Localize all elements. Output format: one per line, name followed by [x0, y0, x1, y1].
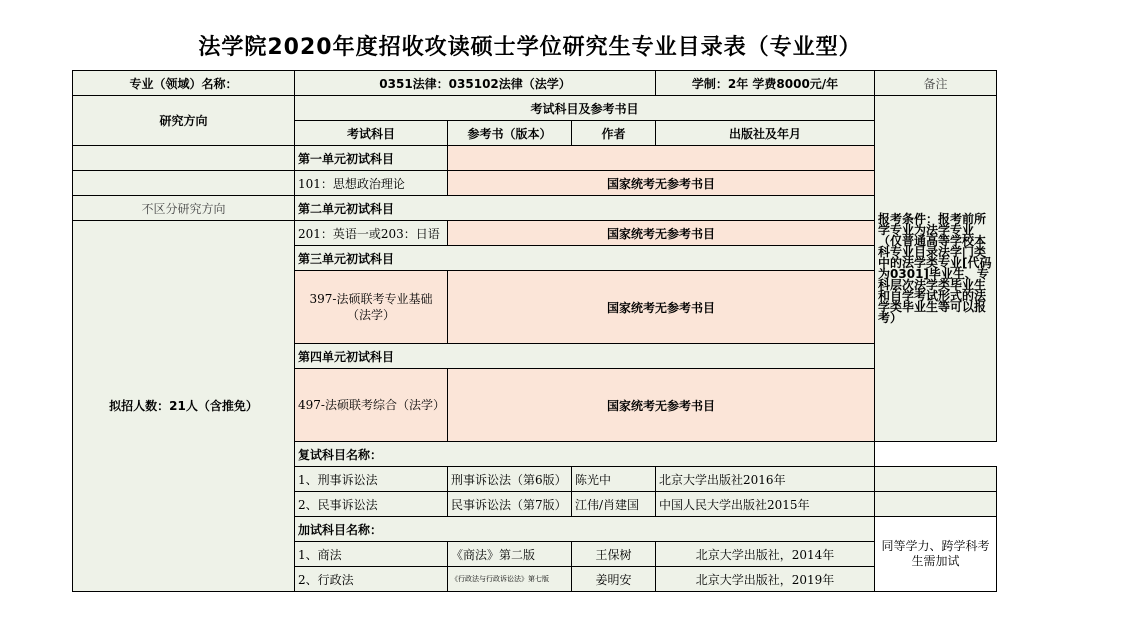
empty-cell — [875, 467, 997, 492]
retest-author-1: 陈光中 — [572, 467, 656, 492]
catalog-table — [72, 70, 997, 592]
extra-author-2: 姜明安 — [572, 567, 656, 592]
extra-publisher-1: 北京大学出版社，2014年 — [656, 542, 875, 567]
unit1-no-book: 国家统考无参考书目 — [448, 171, 875, 196]
unit3-label: 第三单元初试科目 — [295, 246, 875, 271]
extra-subject-2: 2、行政法 — [295, 567, 448, 592]
duration-fee: 学制：2年 学费8000元/年 — [656, 71, 875, 96]
retest-book-2: 民事诉讼法（第7版） — [448, 492, 572, 517]
major-label: 专业（领域）名称： — [73, 71, 295, 96]
page-title: 法学院2020年度招收攻读硕士学位研究生专业目录表（专业型） — [198, 35, 862, 60]
direction-value: 不区分研究方向 — [73, 196, 295, 221]
exam-subject-header: 考试科目 — [295, 121, 448, 146]
retest-publisher-1: 北京大学出版社2016年 — [656, 467, 875, 492]
unit3-no-book: 国家统考无参考书目 — [448, 271, 875, 344]
unit2-row — [73, 196, 997, 221]
extra-label: 加试科目名称： — [295, 517, 875, 542]
extra-publisher-2: 北京大学出版社，2019年 — [656, 567, 875, 592]
retest-author-2: 江伟/肖建国 — [572, 492, 656, 517]
empty-cell — [73, 171, 295, 196]
header-row — [73, 71, 997, 96]
subjects-books-header: 考试科目及参考书目 — [295, 96, 875, 121]
retest-book-1: 刑事诉讼法（第6版） — [448, 467, 572, 492]
remark-label: 备注 — [875, 71, 997, 96]
quota-cell: 拟招人数：21人（含推免） — [73, 221, 295, 592]
unit2-label: 第二单元初试科目 — [295, 196, 875, 221]
extra-subject-1: 1、商法 — [295, 542, 448, 567]
unit2-subject-row — [73, 221, 997, 246]
unit1-subject-row — [73, 171, 997, 196]
unit4-label: 第四单元初试科目 — [295, 344, 875, 369]
subheader-row-1 — [73, 96, 997, 121]
unit1-label: 第一单元初试科目 — [295, 146, 448, 171]
direction-header: 研究方向 — [73, 96, 295, 146]
unit1-subject: 101：思想政治理论 — [295, 171, 448, 196]
unit2-no-book: 国家统考无参考书目 — [448, 221, 875, 246]
retest-publisher-2: 中国人民大学出版社2015年 — [656, 492, 875, 517]
empty-cell — [73, 146, 295, 171]
extra-author-1: 王保树 — [572, 542, 656, 567]
retest-label: 复试科目名称： — [295, 442, 875, 467]
extra-note: 同等学力、跨学科考生需加试 — [875, 517, 997, 592]
retest-subject-2: 2、民事诉讼法 — [295, 492, 448, 517]
book-header: 参考书（版本） — [448, 121, 572, 146]
extra-book-2: 《行政法与行政诉讼法》第七版 — [448, 567, 572, 592]
unit2-subject: 201：英语一或203：日语 — [295, 221, 448, 246]
extra-book-1: 《商法》第二版 — [448, 542, 572, 567]
publisher-header: 出版社及年月 — [656, 121, 875, 146]
unit3-subject: 397-法硕联考专业基础（法学） — [295, 271, 448, 344]
empty-cell — [875, 492, 997, 517]
author-header: 作者 — [572, 121, 656, 146]
eligibility-note: 报考条件：报考前所学专业为法学专业（仅普通高等学校本科专业目录法学门类中的法学类专业[代码为0301]毕业生、专科层次法学类毕业生和自学考试形式的法学类毕业生等可以报考） — [875, 96, 997, 442]
empty-cell — [448, 146, 875, 171]
major-value: 0351法律：035102法律（法学） — [295, 71, 656, 96]
unit4-no-book: 国家统考无参考书目 — [448, 369, 875, 442]
unit1-row — [73, 146, 997, 171]
unit4-subject: 497-法硕联考综合（法学） — [295, 369, 448, 442]
retest-subject-1: 1、刑事诉讼法 — [295, 467, 448, 492]
